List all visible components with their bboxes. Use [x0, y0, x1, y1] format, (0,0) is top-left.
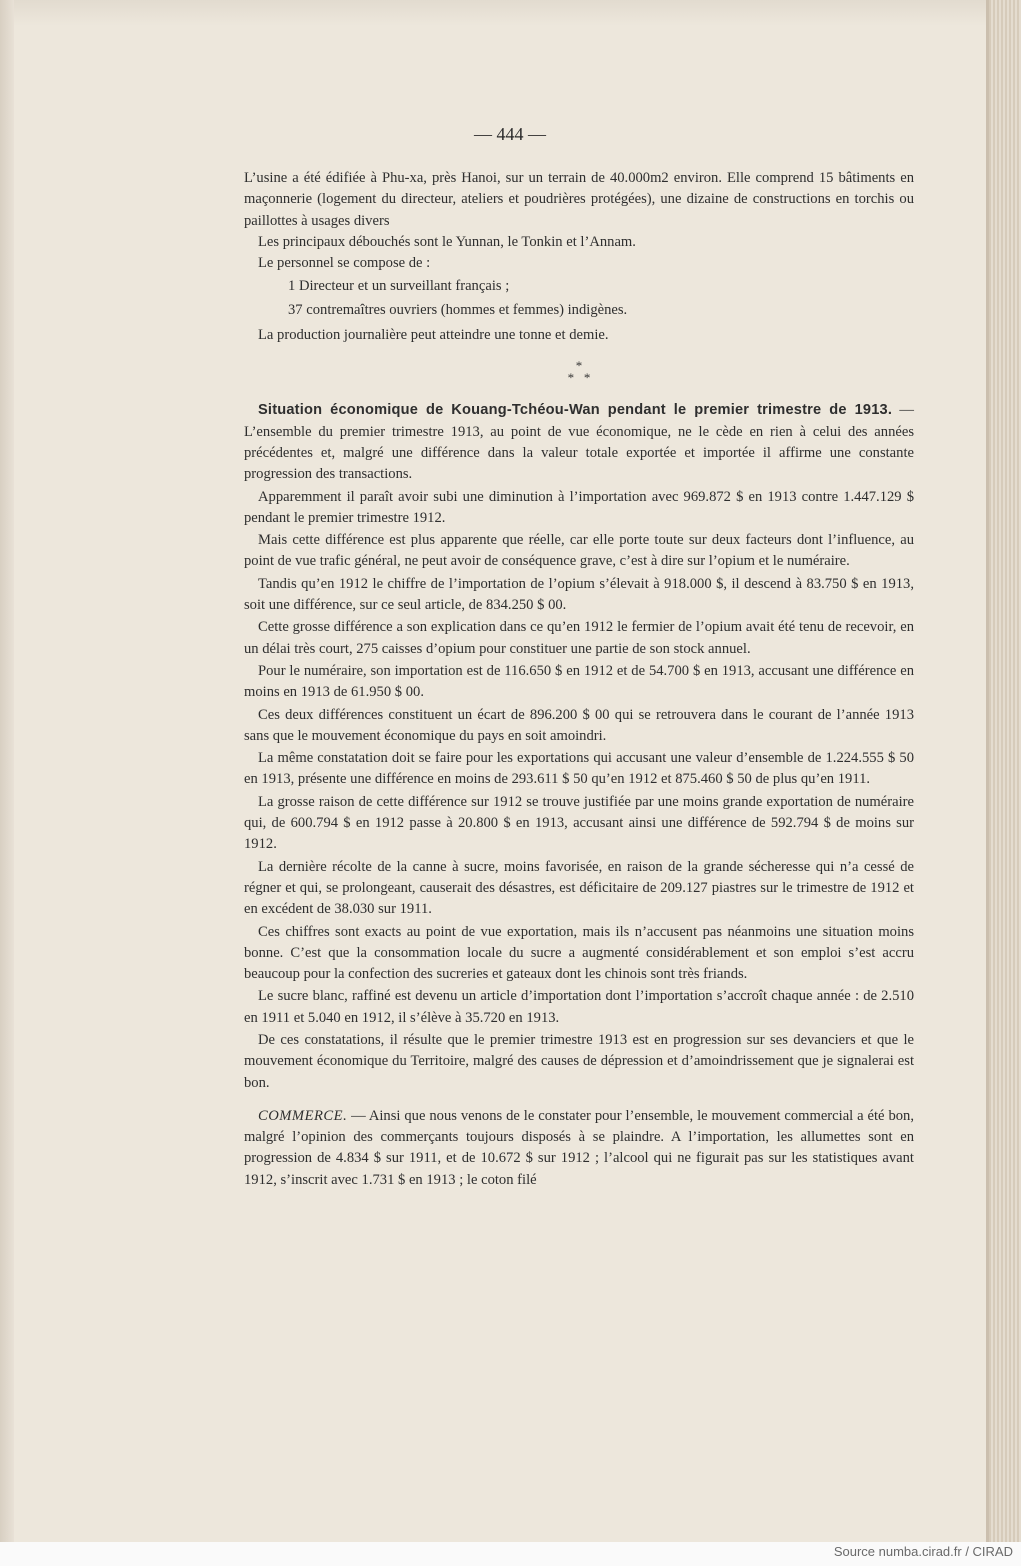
staff-item-1: 1 Directeur et un surveillant français ;: [288, 278, 510, 295]
intro-paragraph-4: La production journalière peut atteindre une tonne et demie.: [258, 327, 609, 344]
section-paragraph: Pour le numéraire, son importation est de 116.650 $ en 1912 et de 54.700 $ en 1913, accusant une différence en moins en 1913 de 61.950 $ 00.: [244, 662, 914, 701]
page-body: [244, 168, 914, 1191]
section-paragraph: Cette grosse différence a son explication dans ce qu’en 1912 le fermier de l’opium avait été tenu de recevoir, en un délai très court, 275 caisses d’opium pour constituer une partie de son stock annuel.: [244, 619, 914, 657]
section-paragraph: Apparemment il paraît avoir subi une diminution à l’importation avec 969.872 $ en 1913 contre 1.447.129 $ pendant le premier trimestre 1912.: [244, 488, 914, 526]
separator-stars-bottom: * *: [567, 370, 591, 386]
staff-item-2: 37 contremaîtres ouvriers (hommes et femmes) indigènes.: [288, 301, 628, 318]
binding-shadow: [0, 0, 14, 1542]
section-lead-paragraph: [244, 400, 914, 485]
source-credit: Source numba.cirad.fr / CIRAD: [833, 1544, 1013, 1559]
section-paragraph: Le sucre blanc, raffiné est devenu un article d’importation dont l’importation s’accroît chaque année : de 2.510 en 1911 et 5.040 en 1912, il s’élève à 35.720 en 1913.: [244, 988, 914, 1026]
page-number: — 444 —: [474, 124, 546, 144]
page-top-shade: [14, 0, 986, 26]
section-separator: [244, 360, 914, 384]
section-paragraph: De ces constatations, il résulte que le premier trimestre 1913 est en progression sur ses devanciers et que le mouvement économique du Territoire, malgré des causes de dépression et d’amoindrissement que je signalerai est bon.: [244, 1031, 914, 1091]
intro-paragraph-1: L’usine a été édifiée à Phu-xa, près Hanoi, sur un terrain de 40.000m2 environ. Elle comprend 15 bâtiments en maçonnerie (logement du directeur, ateliers et poudrières protégées), une dizaine de constructions en torchis ou paillottes à usages divers: [244, 170, 914, 229]
section-economic-situation: [244, 400, 914, 1094]
intro-paragraph-3: Le personnel se compose de :: [258, 255, 431, 272]
section-paragraph: Ces deux différences constituent un écart de 896.200 $ 00 qui se retrouvera dans le courant de l’année 1913 sans que le mouvement économique du pays en soit amoindri.: [244, 706, 914, 744]
commerce-paragraph: [244, 1106, 914, 1191]
section-paragraph: Mais cette différence est plus apparente que réelle, car elle porte toute sur deux facteurs dont l’influence, au point de vue trafic général, ne peut avoir de conséquence grave, c’est à dire sur l’opium et le numéraire.: [244, 532, 914, 570]
section-paragraph: Tandis qu’en 1912 le chiffre de l’importation de l’opium s’élevait à 918.000 $, il descend à 83.750 $ en 1913, soit une différence, sur ce seul article, de 834.250 $ 00.: [244, 575, 914, 614]
intro-paragraph-2: Les principaux débouchés sont le Yunnan, le Tonkin et l’Annam.: [258, 233, 636, 250]
commerce-label: COMMERCE.: [258, 1107, 348, 1124]
section-lead-text: — L’ensemble du premier trimestre 1913, au point de vue économique, ne le cède en rien à celui des années précédentes et, malgré une différence dans la valeur totale exportée et importée il affirme une constante progression des transactions.: [244, 402, 914, 483]
page-stack-edge: [989, 0, 1021, 1542]
section-title: Situation économique de Kouang-Tchéou-Wan pendant le premier trimestre de 1913.: [258, 402, 893, 419]
commerce-text: — Ainsi que nous venons de le constater pour l’ensemble, le mouvement commercial a été bon, malgré l’opinion des commerçants toujours disposés à se plaindre. A l’importation, les allumettes sont en progression de 4.834 $ sur 1911, et de 10.672 $ sur 1912 ; l’alcool qui ne figurait pas sur les statistiques avant 1912, s’inscrit avec 1.731 $ en 1913 ; le coton filé: [244, 1107, 914, 1188]
section-paragraph: La grosse raison de cette différence sur 1912 se trouve justifiée par une moins grande exportation de numéraire qui, de 600.794 $ en 1912 passe à 20.800 $ en 1913, accusant ainsi une différence de 592.794 $ de moins sur 1912.: [244, 793, 914, 853]
section-paragraph: Ces chiffres sont exacts au point de vue exportation, mais ils n’accusent pas néanmoins une situation moins bonne. C’est que la consommation locale du sucre a augmenté considérablement et son emploi s’est accru beaucoup pour la confection des sucreries et gateaux dont les chinois sont très friands.: [244, 923, 914, 983]
section-paragraph: La même constatation doit se faire pour les exportations qui accusant une valeur d’ensemble de 1.224.555 $ 50 en 1913, présente une différence en moins de 293.611 $ 50 qu’en 1912 et 875.460 $ 50 de plus qu’en 1911.: [244, 750, 914, 788]
section-paragraph: La dernière récolte de la canne à sucre, moins favorisée, en raison de la grande sécheresse qui n’a cessé de régner et qui, se prolongeant, causerait des désastres, est déficitaire de 209.127 piastres sur le trimestre de 1912 et en excédent de 38.030 sur 1911.: [244, 858, 914, 918]
separator-star-top: *: [575, 358, 583, 374]
